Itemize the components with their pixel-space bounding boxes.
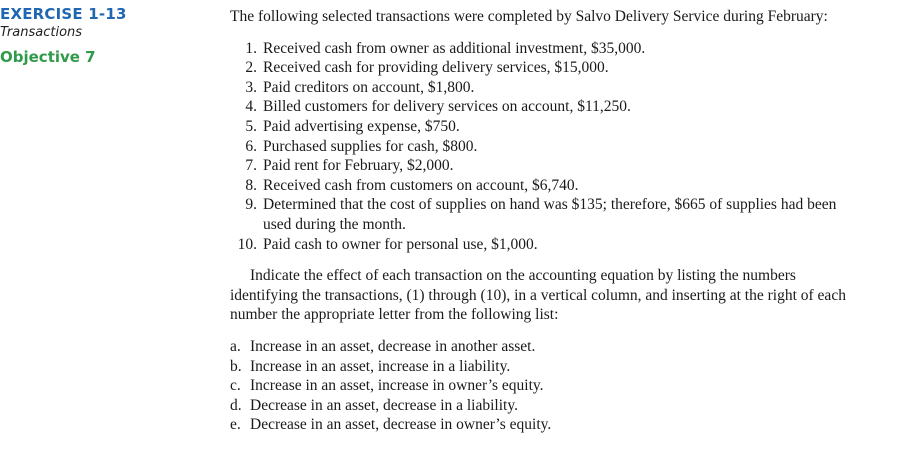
list-item (230, 337, 850, 357)
item-number: 2. (245, 59, 257, 77)
item-number: 8. (245, 176, 257, 194)
item-text: Billed customers for delivery services on account, $11,250. (263, 98, 631, 116)
option-letter: c. (230, 377, 241, 395)
list-item (230, 357, 850, 377)
list-item (230, 415, 850, 435)
option-text: Increase in an asset, decrease in another asset. (250, 337, 536, 355)
list-item (230, 39, 850, 59)
list-item (230, 376, 850, 396)
list-item (230, 156, 850, 176)
option-list (230, 337, 850, 435)
list-item (230, 117, 850, 137)
item-number: 9. (245, 196, 257, 214)
item-number: 6. (245, 137, 257, 155)
option-text: Increase in an asset, increase in a liability. (250, 357, 511, 375)
exercise-title: EXERCISE 1-13 (0, 5, 127, 23)
option-letter: b. (230, 357, 242, 375)
item-number: 10. (237, 235, 257, 253)
transaction-list (230, 39, 850, 255)
option-text: Decrease in an asset, decrease in a liability. (250, 396, 518, 414)
exercise-body (230, 7, 850, 435)
item-number: 7. (245, 157, 257, 175)
item-text: Paid rent for February, $2,000. (263, 157, 454, 175)
item-text: Paid advertising expense, $750. (263, 117, 460, 135)
list-item (230, 78, 850, 98)
list-item (230, 195, 850, 234)
item-text: Paid cash to owner for personal use, $1,000. (263, 235, 538, 253)
item-text: Received cash from customers on account, $6,740. (263, 176, 579, 194)
option-letter: a. (230, 337, 241, 355)
intro-paragraph: The following selected transactions were completed by Salvo Delivery Service during February: (230, 8, 828, 25)
option-letter: d. (230, 396, 242, 414)
list-item (230, 97, 850, 117)
exercise-sidebar (0, 5, 220, 67)
item-text: Paid creditors on account, $1,800. (263, 78, 475, 96)
list-item (230, 137, 850, 157)
item-text: Received cash from owner as additional investment, $35,000. (263, 39, 646, 57)
item-number: 1. (245, 39, 257, 57)
list-item (230, 176, 850, 196)
item-number: 5. (245, 117, 257, 135)
list-item (230, 396, 850, 416)
instruction-paragraph: Indicate the effect of each transaction on the accounting equation by listing the numbers identifying the transactions, (1) through (10), in a vertical column, and inserting at the right of each number the appropriate letter from the following list: (230, 267, 846, 324)
item-text: Determined that the cost of supplies on hand was $135; therefore, $665 of supplies had been used during the month. (263, 196, 837, 233)
item-text: Purchased supplies for cash, $800. (263, 137, 478, 155)
item-number: 3. (245, 78, 257, 96)
option-letter: e. (230, 416, 241, 434)
exercise-objective: Objective 7 (0, 48, 96, 66)
exercise-topic: Transactions (0, 25, 83, 40)
list-item (230, 235, 850, 255)
option-text: Increase in an asset, increase in owner’s equity. (250, 377, 544, 395)
list-item (230, 58, 850, 78)
item-number: 4. (245, 98, 257, 116)
item-text: Received cash for providing delivery services, $15,000. (263, 59, 609, 77)
option-text: Decrease in an asset, decrease in owner’s equity. (250, 416, 552, 434)
